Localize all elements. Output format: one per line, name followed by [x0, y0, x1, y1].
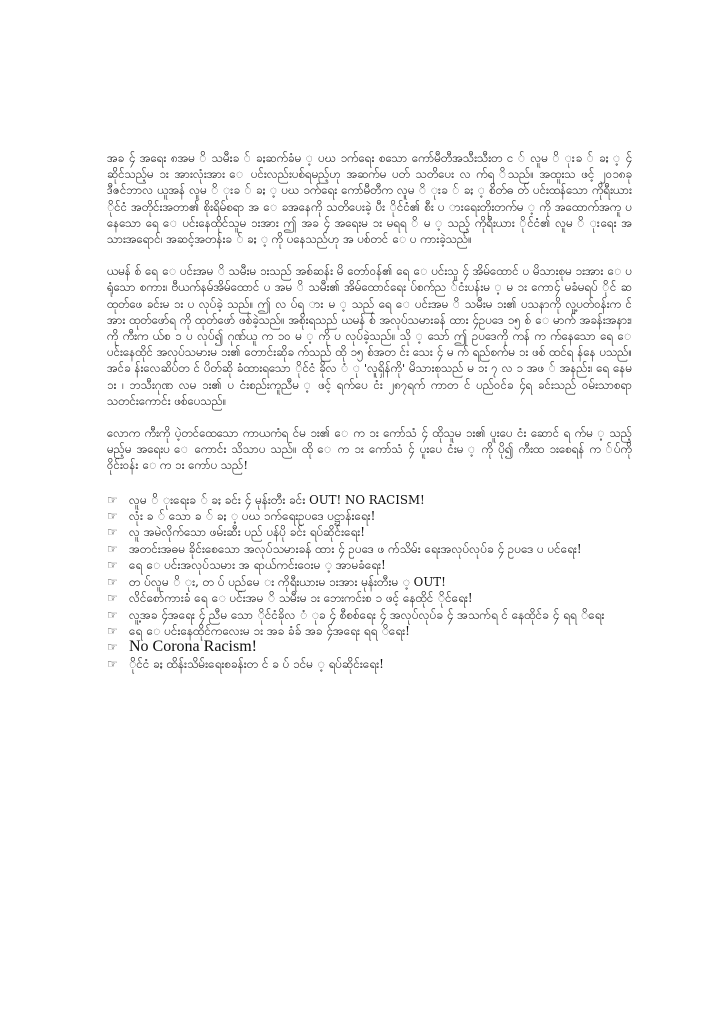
- pointing-hand-icon: ☞: [107, 574, 118, 589]
- paragraph-3: လောက ကီးကို ပဲ့တင်ထေသော ကာယကံရ င်မ ၁း၏ ေ က ၁း ကော်သံ ၄် ထိုသူမ ၁း၏ ပူးပေ ငံး ဆောင် ရ က်မ ့ သည့် မည့်မ အရေးပ ေ ကောင်း သိသာပ သည်။ ထို ေ က ၁း ကော်သံ ၄် ပူးပေ ငံးမ ့ ကို ပို၍ ကီးထ ၁းစေရန် က ်ပ်ကို ဝိုင်းဝန်း ေ က ၁း ကော်ပ သည်!: [107, 426, 632, 473]
- pointing-hand-icon: ☞: [107, 492, 118, 507]
- pointing-hand-icon: ☞: [107, 607, 118, 622]
- list-item: [107, 623, 632, 639]
- pointing-hand-icon: ☞: [107, 623, 118, 638]
- document-body: [107, 150, 632, 672]
- slogan-text: ရေ ေ ပင်းအလုပ်သမား အ ရာယ်ကင်းဝေးမ ့ အာမခံရေး!: [129, 558, 386, 573]
- slogan-text: ရေ ေ ပင်းနေထိုင်ကလေးမ ၁း အခ ခံခ် အခ ၄်အရေး ရရ ိရေး!: [129, 623, 410, 638]
- pointing-hand-icon: ☞: [107, 591, 118, 606]
- pointing-hand-icon: ☞: [107, 525, 118, 540]
- pointing-hand-icon: ☞: [107, 541, 118, 556]
- pointing-hand-icon: ☞: [107, 558, 118, 573]
- slogan-text: လူ အမဲလိုက်သော ဖမ်းဆီး ပည် ပန်ပို ခင်း ရပ်ဆိုင်းရေး!: [129, 525, 366, 540]
- slogan-text: လုံး ခ ် သော ခ ် ခႏ ့ ပဃ ၁က်ရေးဥပဒေ ပဋ္ဌာန်းရေး!: [129, 509, 376, 524]
- paragraph-2: ယမန် စ် ရေ ေ ပင်းအမ ိ သမီးမ ၁းသည် အစ်ဆန်း မိ တော်ဝန်၏ ရေ ေ ပင်းသူ ၄် အိမ်ထောင် ပ မိသားစုမ ၁းအား ေ ပရုံသော စကား၊ ဗီယက်နမ်အိမ်ထောင် ပ အမ ိ သမီး၏ အိမ်ထောင်ရေး ပ်စက်ည ်ငံးပန်းမ ့ မ ၁း ကော၄် မခံမရပ် ိုင် ဆ ထုတ်ဖေ ခင်းမ ၁း ပ လုပ်ခဲ့ သည်။ ဤ လ ပ်ရ ား မ ့ သည် ရေ ေ ပင်းအမ ိ သမီးမ ၁း၏ ပသနာကို လူ့ပတ်ဝန်းက င်အား ထုတ်ဖော်ရ ကို ထုတ်ဖော် ဖစ်ခဲ့သည်။ အစိုးရသည် ယမန် စ် အလုပ်သမားခန် ထား ၄်ဥပဒေ ၁၅ စ် ေ မာက် အခန်းအနား၊ကို ကီးက ယ်စ ၁ ပ လုပ်၍ ဂုဏ်ယူ က ၁၀ မ ့ ကို ပ လုပ်ခဲ့သည်။ သို ့ သော် ဤ ဥပဒေကို ကန် က က်နေသော ရေ ေ ပင်းနေထိုင် အလုပ်သမားမ ၁း၏ တောင်းဆိုခ က်သည် ထို ၁၅ စ်အတ င်း သေး ၄် မ က် ရည်စက်မ ၁း ဖစ် ထင်ရ န်နေ ပသည်။ အင်ခ န်းလေဆိပ်တ င် ပိတ်ဆို ခံထားရသော ိုင်ငံ ခိုလ ံ ု 'လူရှိန်ကို' မိသားစုသည် မ ၁း ၇ လ ၁ အဖ ် အနည်း၊ ရေ နေမ ၁း ၊ ဘသီးဂုဏ လမ ၁း၏ ပ ငံးစည်းကူညီမ ့ ဖင့် ရက်ပေ ငံး ၂၈၇ရက် ကာတ င် ပည်ဝင်ခ ၄်ရ ခင်းသည် ဝမ်းသာစရာ သတင်းကောင်း ဖစ်ပေသည်။: [107, 264, 632, 408]
- pointing-hand-icon: ☞: [107, 640, 118, 655]
- slogan-text: အတင်းအဓမ ခိုင်းစေသော အလုပ်သမားခန် ထား ၄် ဥပဒေ ဖ က်သိမ်း ရေးအလုပ်လုပ်ခ ၄် ဥပဒေ ပ ပင်ရေး!: [129, 541, 582, 556]
- slogan-text: လိင်စော်ကားခံ ရေ ေ ပင်းအမ ိ သမီးမ ၁း ဘေးကင်းစ ၁ ဖင့် နေထိုင် ိုင်ရေး!: [129, 591, 473, 606]
- list-item: [107, 639, 632, 655]
- list-item: [107, 590, 632, 606]
- paragraph-1: အခ ၄် အရေး ၈အမ ိ သမီးခ ် ခႏဆက်ခံမ ့ ပဃ ၁က်ရေး စသော ကော်မီတီအသီးသီးတ င ် လူမ ိ ုးခ ် ခႏ ့ ၄် ဆိုင်သည့်မ ၁း အားလုံးအား ေ ပင်းလည်းပစ်ရမည့်ဟု အဆက်မ ပတ် သတိပေး လ က်ရ ိသည်။ အထူးသ ဖင့် ၂၀၁၈ခု ဒီဇင်ဘာလ ယူအန် လူမ ိ ုးခ ် ခႏ ့ ပဃ ၁က်ရေး ကော်မီတီက လူမ ိ ုးခ ် ခႏ ့ စိတ်ဓ တ် ပင်းထန်သော ကိုရီးယား ိုင်ငံ အတိုင်းအတာ၏ စိုးရိမ်စရာ အ ေ ခအနေကို သတိပေးခဲ့ ပီး ိုင်ငံ၏ စီး ပ ားရေးတိုးတက်မ ့ ကို အထောက်အကူ ပ နေသော ရေ ေ ပင်းနေထိုင်သူမ ၁းအား ဤ အခ ၄် အရေးမ ၁း မရရ ိ မ ့ သည့် ကိုရီးယား ိုင်ငံ၏ လူမ ိ ုးရေး အ သားအရောင်၊ အဆင့်အတန်းခ ် ခႏ ့ ကို ပနေသည်ဟု အ ပစ်တင် ေ ပ ကားခဲ့သည်။: [107, 151, 632, 247]
- list-item: [107, 492, 632, 508]
- list-item: [107, 574, 632, 590]
- list-item: [107, 557, 632, 573]
- slogan-text: လူမ ိ ုးရေးခ ် ခႏ ခင်း ၄် မုန်းတီး ခင်း OUT! NO RACISM!: [129, 492, 425, 507]
- list-item: [107, 541, 632, 557]
- pointing-hand-icon: ☞: [107, 509, 118, 524]
- pointing-hand-icon: ☞: [107, 656, 118, 671]
- list-item: [107, 607, 632, 623]
- list-item: [107, 524, 632, 540]
- list-item: [107, 656, 632, 672]
- slogan-text: တ ပ်လူမ ိ ုး, တ ပ် ပည်မေ း ကိုရီးယားမ ၁းအား မုန်းတီးမ ့ OUT!: [129, 574, 446, 589]
- list-item: [107, 508, 632, 524]
- slogan-text: No Corona Racism!: [129, 638, 257, 656]
- slogan-text: ိုင်ငံ ခႏ ထိန်းသိမ်းရေးစခန်းတ င် ခ ပ် ၁င်မ ့ ရပ်ဆိုင်းရေး!: [129, 656, 384, 671]
- slogan-text: လူ့အခ ၄်အရေး ၄် ညီမ သော ိုင်ငံခိုလ ံ ုခ ၄် စီစစ်ရေး ၄် အလုပ်လုပ်ခ ၄် အသက်ရ င် နေထိုင်ခ ၄် ရရ ိရေး: [129, 607, 605, 622]
- slogan-list: [107, 492, 632, 672]
